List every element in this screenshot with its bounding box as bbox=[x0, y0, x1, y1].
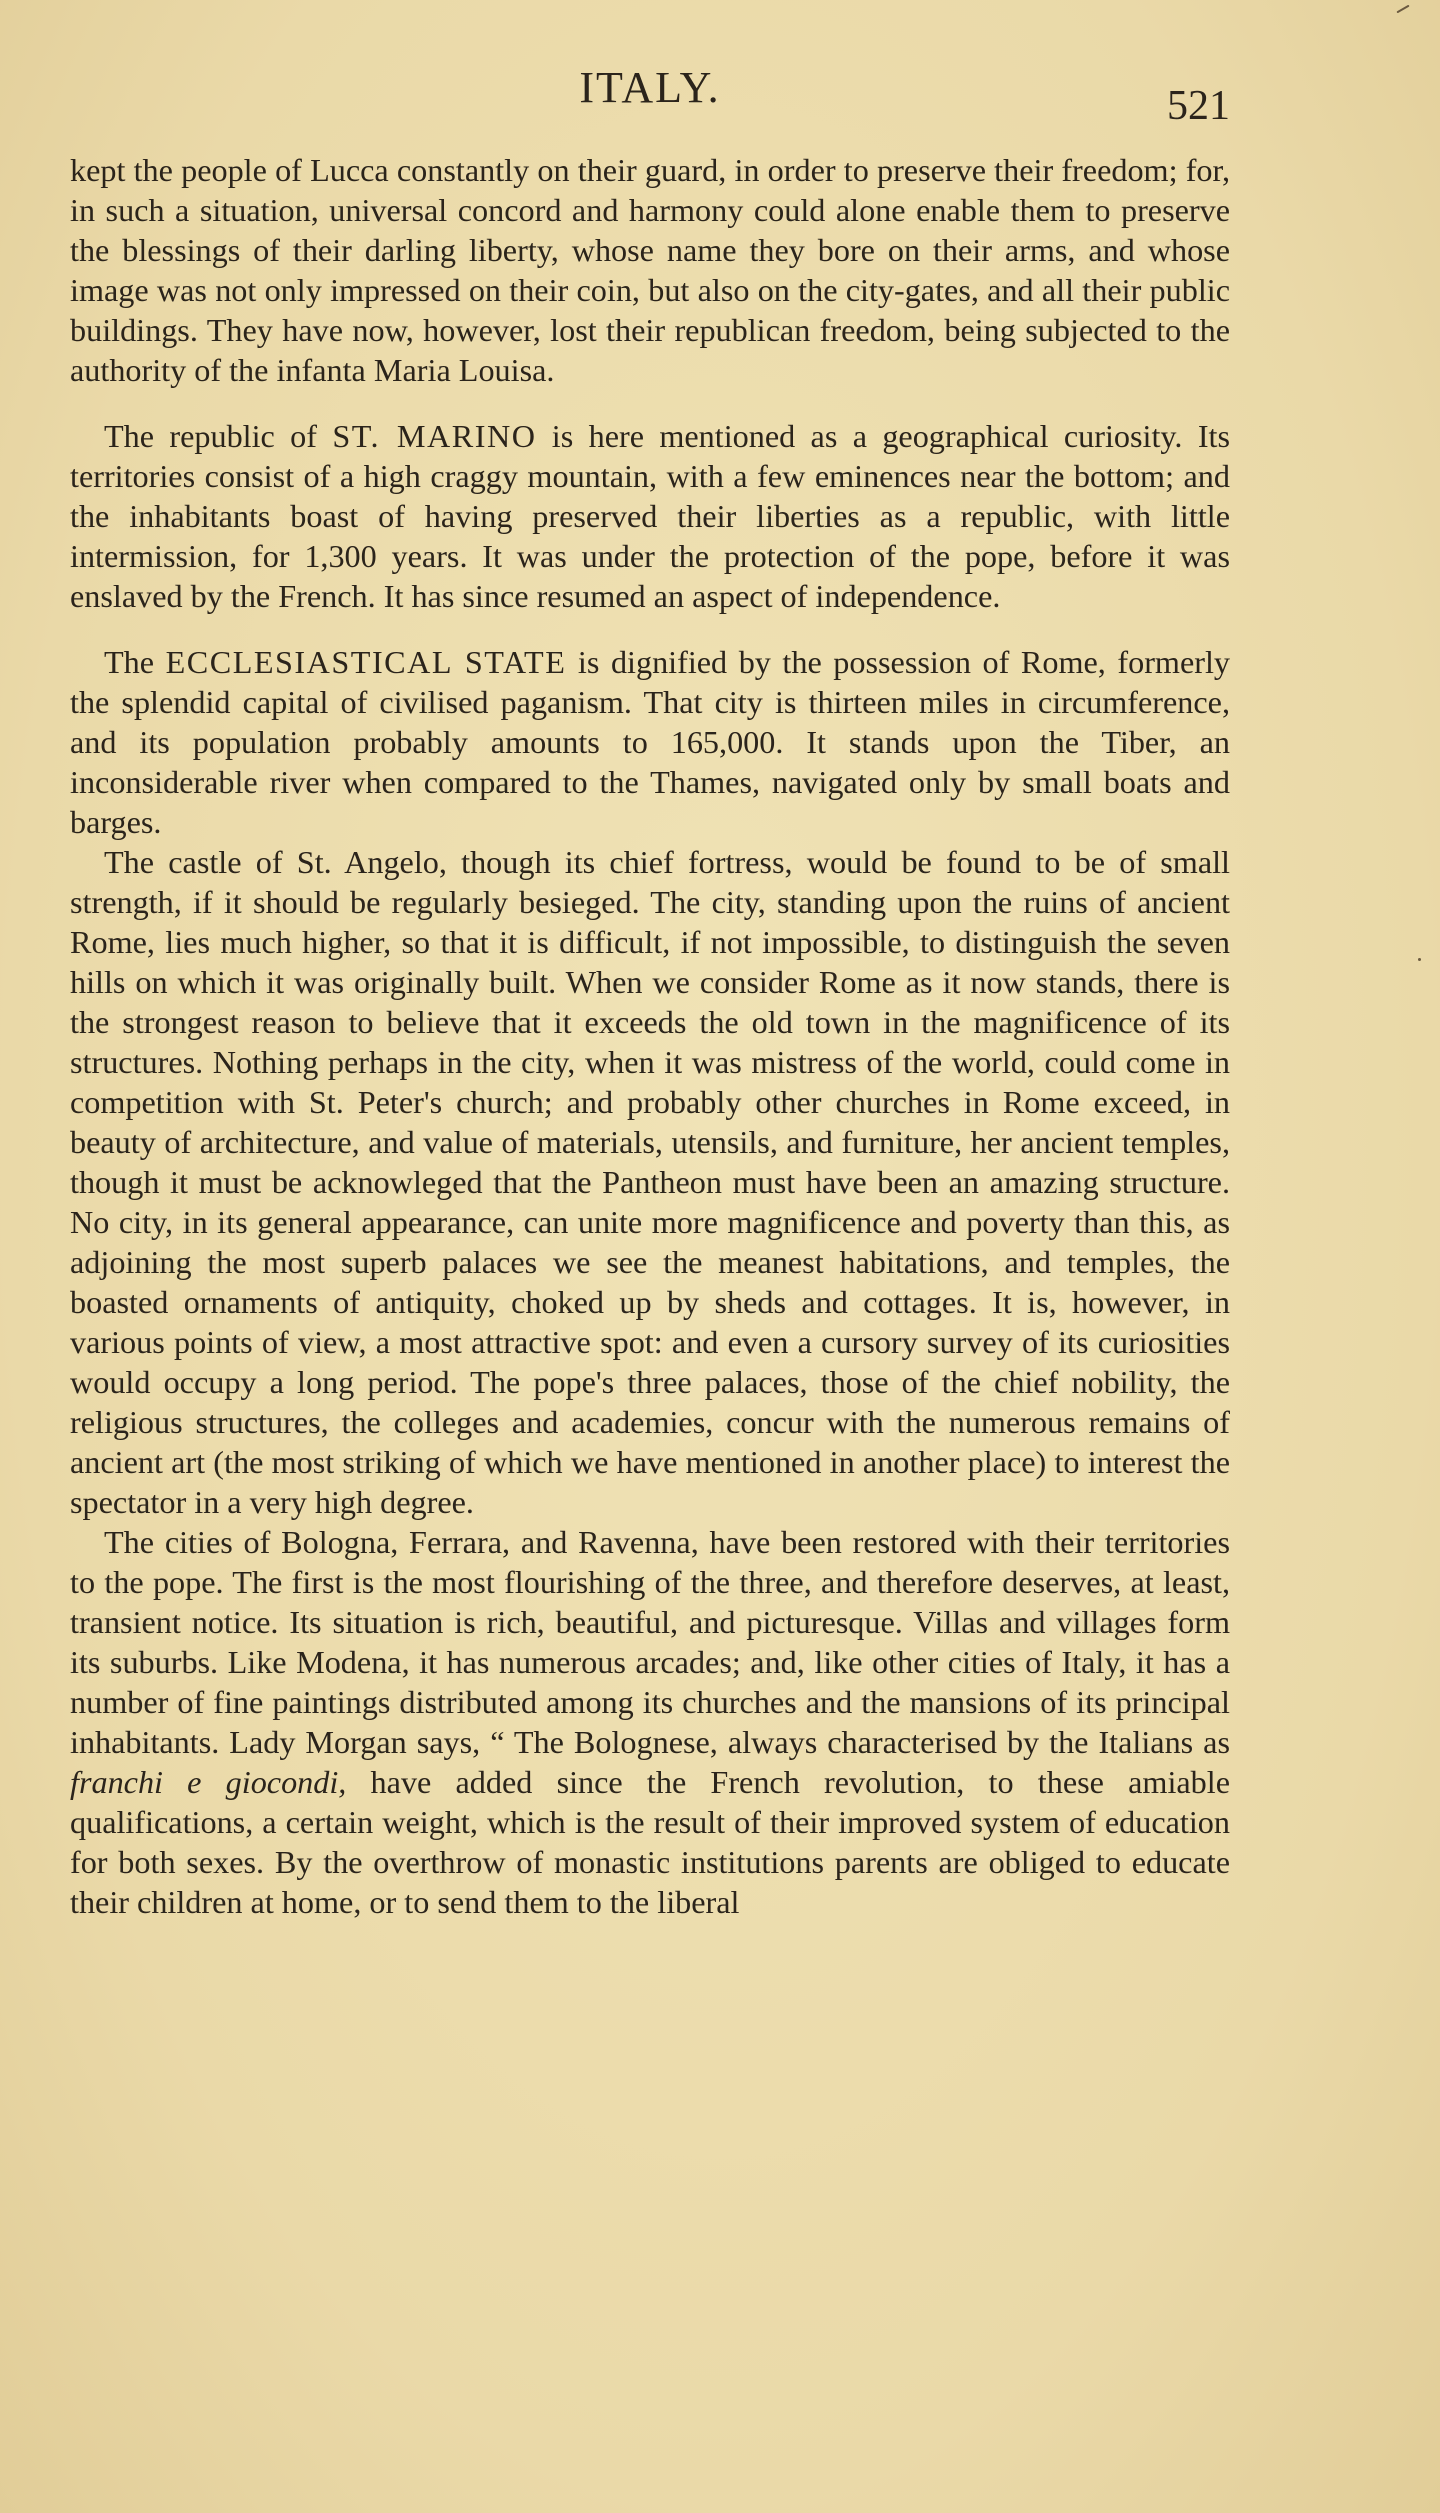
paragraph-rest: have added since the French revolution, to these amiable qualifications, a certain weight, which is the result of their improved system of education for both sexes. By the overthrow of monastic institutions parents are obliged to educate their children at home, or to send them to the liberal bbox=[70, 1764, 1230, 1920]
paragraph-rome: The castle of St. Angelo, though its chief fortress, would be found to be of small strength, if it should be regularly besieged. The city, standing upon the ruins of ancient Rome, lies much higher, so that it is difficult, if not impossible, to distinguish the seven hills on which it was originally built. When we consider Rome as it now stands, there is the strongest reason to believe that it exceeds the old town in the magnificence of its structures. Nothing perhaps in the city, when it was mistress of the world, could come in competition with St. Peter's church; and probably other churches in Rome exceed, in beauty of architecture, and value of materials, utensils, and furniture, her ancient temples, though it must be acknowleged that the Pantheon must have been an amazing structure. No city, in its general appearance, can unite more magnificence and poverty than this, as adjoining the most superb palaces we see the meanest habitations, and temples, the boasted ornaments of antiquity, choked up by sheds and cottages. It is, however, in various points of view, a most attractive spot: and even a cursory survey of its curiosities would occupy a long period. The pope's three palaces, those of the chief nobility, the religious structures, the colleges and academies, concur with the numerous remains of ancient art (the most striking of which we have mentioned in another place) to interest the spectator in a very high degree. bbox=[70, 844, 1230, 1520]
paper-speck bbox=[1418, 958, 1421, 961]
italic-quote: franchi e giocondi, bbox=[70, 1764, 347, 1800]
heading-ecclesiastical-state: ECCLESIASTICAL STATE bbox=[165, 644, 567, 680]
paragraph-ecclesiastical-state bbox=[70, 642, 1230, 842]
paragraph-lucca: kept the people of Lucca constantly on their guard, in order to preserve their freedom; for, in such a situation, universal concord and harmony could alone enable them to preserve the blessings of their darling liberty, whose name they bore on their arms, and whose image was not only impressed on their coin, but also on the city-gates, and all their public buildings. They have now, however, lost their republican freedom, being subjected to the authority of the infanta Maria Louisa. bbox=[70, 152, 1230, 388]
paragraph-bologna bbox=[70, 1522, 1230, 1922]
paragraph-lead: The republic of bbox=[104, 418, 333, 454]
page-header bbox=[70, 62, 1230, 132]
paragraph-lead: The cities of Bologna, Ferrara, and Ravenna, have been restored with their territories to the pope. The first is the most flourishing of the three, and therefore deserves, at least, transient notice. Its situation is rich, beautiful, and picturesque. Villas and villages form its suburbs. Like Modena, it has numerous arcades; and, like other cities of Italy, it has a number of fine paintings distributed among its churches and the mansions of its principal inhabitants. Lady Morgan says, “ The Bolognese, always characterised by the Italians as bbox=[70, 1524, 1230, 1760]
running-title: ITALY. bbox=[579, 63, 721, 112]
page-number: 521 bbox=[1167, 83, 1230, 129]
heading-st-marino: ST. MARINO bbox=[332, 418, 537, 454]
body-text bbox=[70, 150, 1230, 1922]
paper-speck bbox=[1396, 5, 1409, 14]
paragraph-rest: is here mentioned as a geographical curiosity. Its territories consist of a high craggy mountain, with a few eminences near the bottom; and the inhabitants boast of having preserved their liberties as a republic, with little intermission, for 1,300 years. It was under the protection of the pope, before it was enslaved by the French. It has since resumed an aspect of independence. bbox=[70, 418, 1231, 614]
paragraph-rest: is dignified by the possession of Rome, formerly the splendid capital of civilised paganism. That city is thirteen miles in circumference, and its population probably amounts to 165,000. It stands upon the Tiber, an inconsiderable river when compared to the Thames, navigated only by small boats and barges. bbox=[70, 644, 1230, 840]
paragraph-lead: The bbox=[104, 644, 166, 680]
paragraph-st-marino bbox=[70, 416, 1230, 616]
